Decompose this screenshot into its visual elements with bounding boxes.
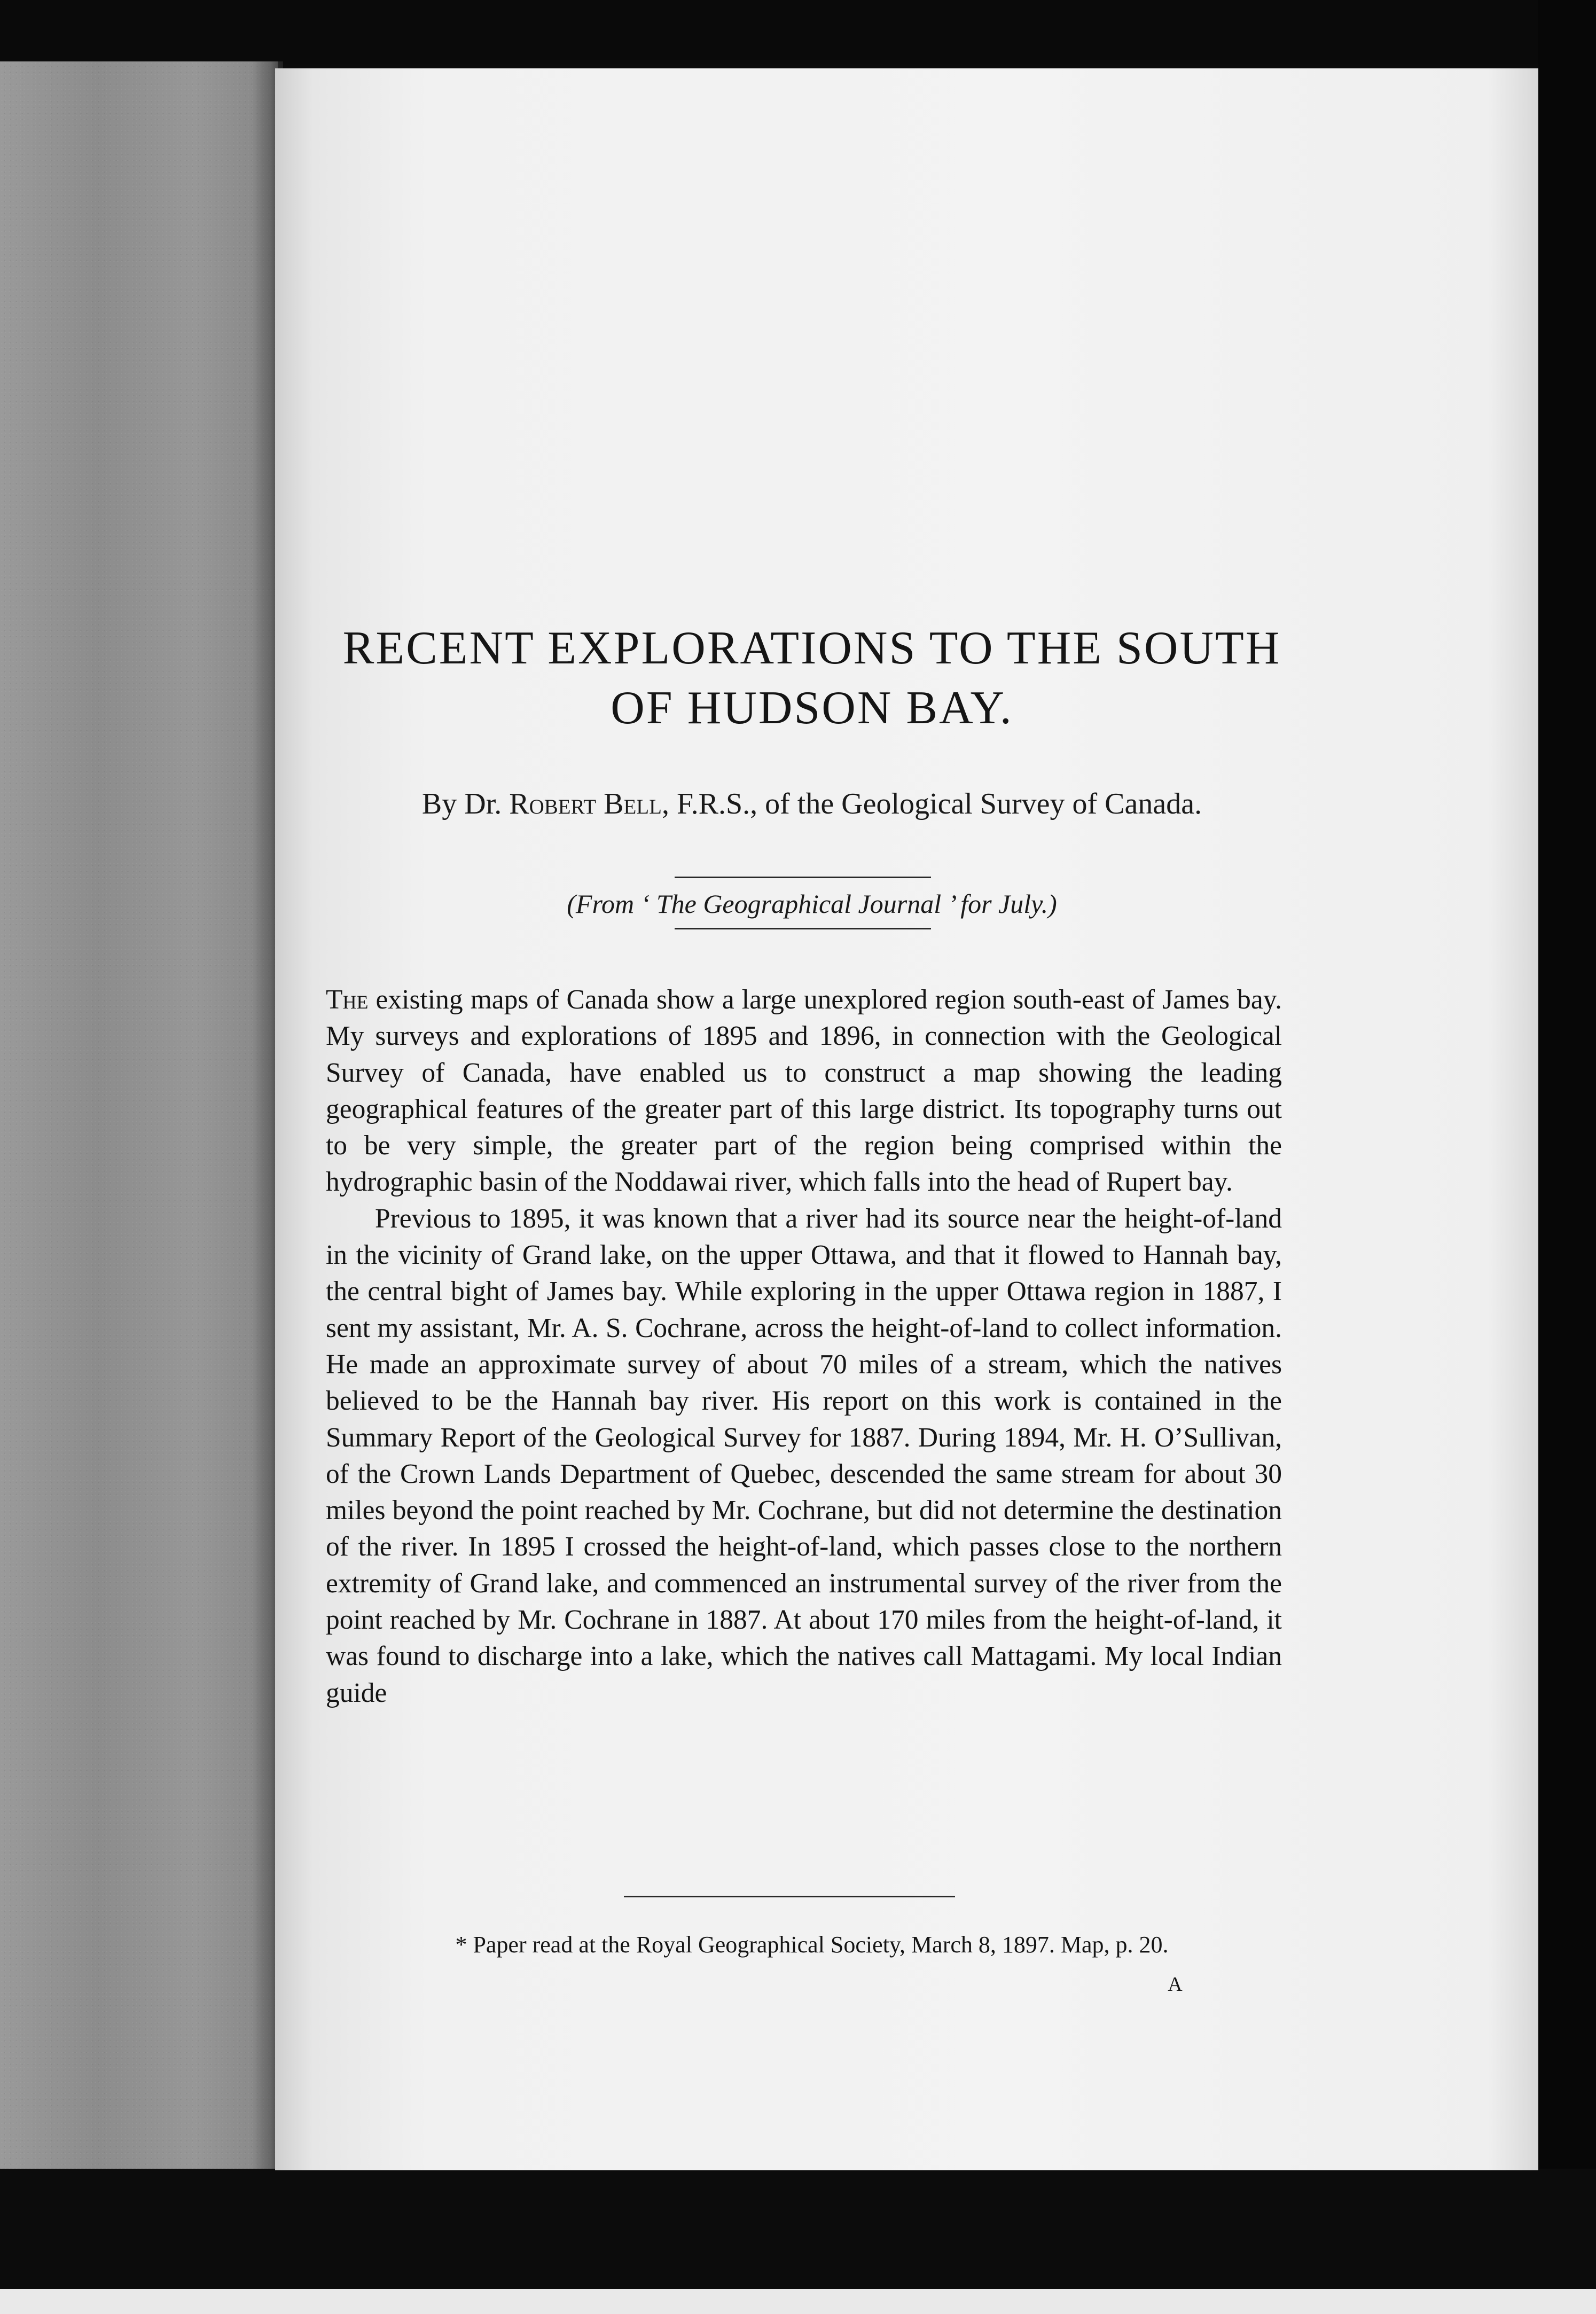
paragraph-lead: The [326, 984, 369, 1015]
signature-mark: A [1168, 1973, 1183, 1996]
source-note: (From ‘ The Geographical Journal ’ for July.) [567, 889, 1057, 919]
paragraph [326, 982, 1282, 1201]
scan-bottom-strip [0, 2289, 1596, 2314]
author-name: Robert Bell [509, 787, 662, 820]
title-line-2: OF HUDSON BAY. [611, 682, 1013, 734]
author-byline [320, 785, 1303, 823]
article-title [320, 619, 1303, 738]
divider-rule [675, 928, 931, 929]
paragraph: Previous to 1895, it was known that a river had its source near the height-of-land in the vicinity of Grand lake, on the upper Ottawa, and that it flowed to Hannah bay, the central bight of James bay. While exploring in the upper Ottawa region in 1887, I sent my assistant, Mr. A. S. Cochrane, across the height-of-land to collect information. He made an approximate survey of about 70 miles of a stream, which the natives believed to be the Hannah bay river. His report on this work is contained in the Summary Report of the Geological Survey for 1887. During 1894, Mr. H. O’Sullivan, of the Crown Lands Department of Quebec, descended the same stream for about 30 miles beyond the point reached by Mr. Cochrane, but did not determine the destination of the river. In 1895 I crossed the height-of-land, which passes close to the northern extremity of Grand lake, and commenced an instrumental survey of the river from the point reached by Mr. Cochrane in 1887. At about 170 miles from the height-of-land, it was found to discharge into a lake, which the natives call Mattagami. My local Indian guide [326, 1203, 1282, 1708]
title-line-1: RECENT EXPLORATIONS TO THE SOUTH [342, 622, 1281, 674]
divider-rule [675, 877, 931, 878]
byline-affiliation: , F.R.S., of the Geological Survey of Canada. [661, 787, 1202, 820]
cover-board [0, 61, 278, 2171]
scan-right-border [1538, 0, 1596, 2314]
byline-prefix: By Dr. [421, 787, 502, 820]
paragraph-text: existing maps of Canada show a large unexplored region south-east of James bay. My surveys and explorations of 1895 and 1896, in connection with the Geological Survey of Canada, have enabled us to construct a map showing the leading geographical features of the greater part of this large district. Its topography turns out to be very simple, the greater part of the region being comprised within the hydrographic basin of the Noddawai river, which falls into the head of Rupert bay. [326, 984, 1282, 1198]
article-body [326, 982, 1282, 1711]
scan-top-border [0, 0, 1596, 64]
footnote: * Paper read at the Royal Geographical Society, March 8, 1897. Map, p. 20. [455, 1932, 1169, 1958]
footnote-rule [624, 1896, 955, 1897]
